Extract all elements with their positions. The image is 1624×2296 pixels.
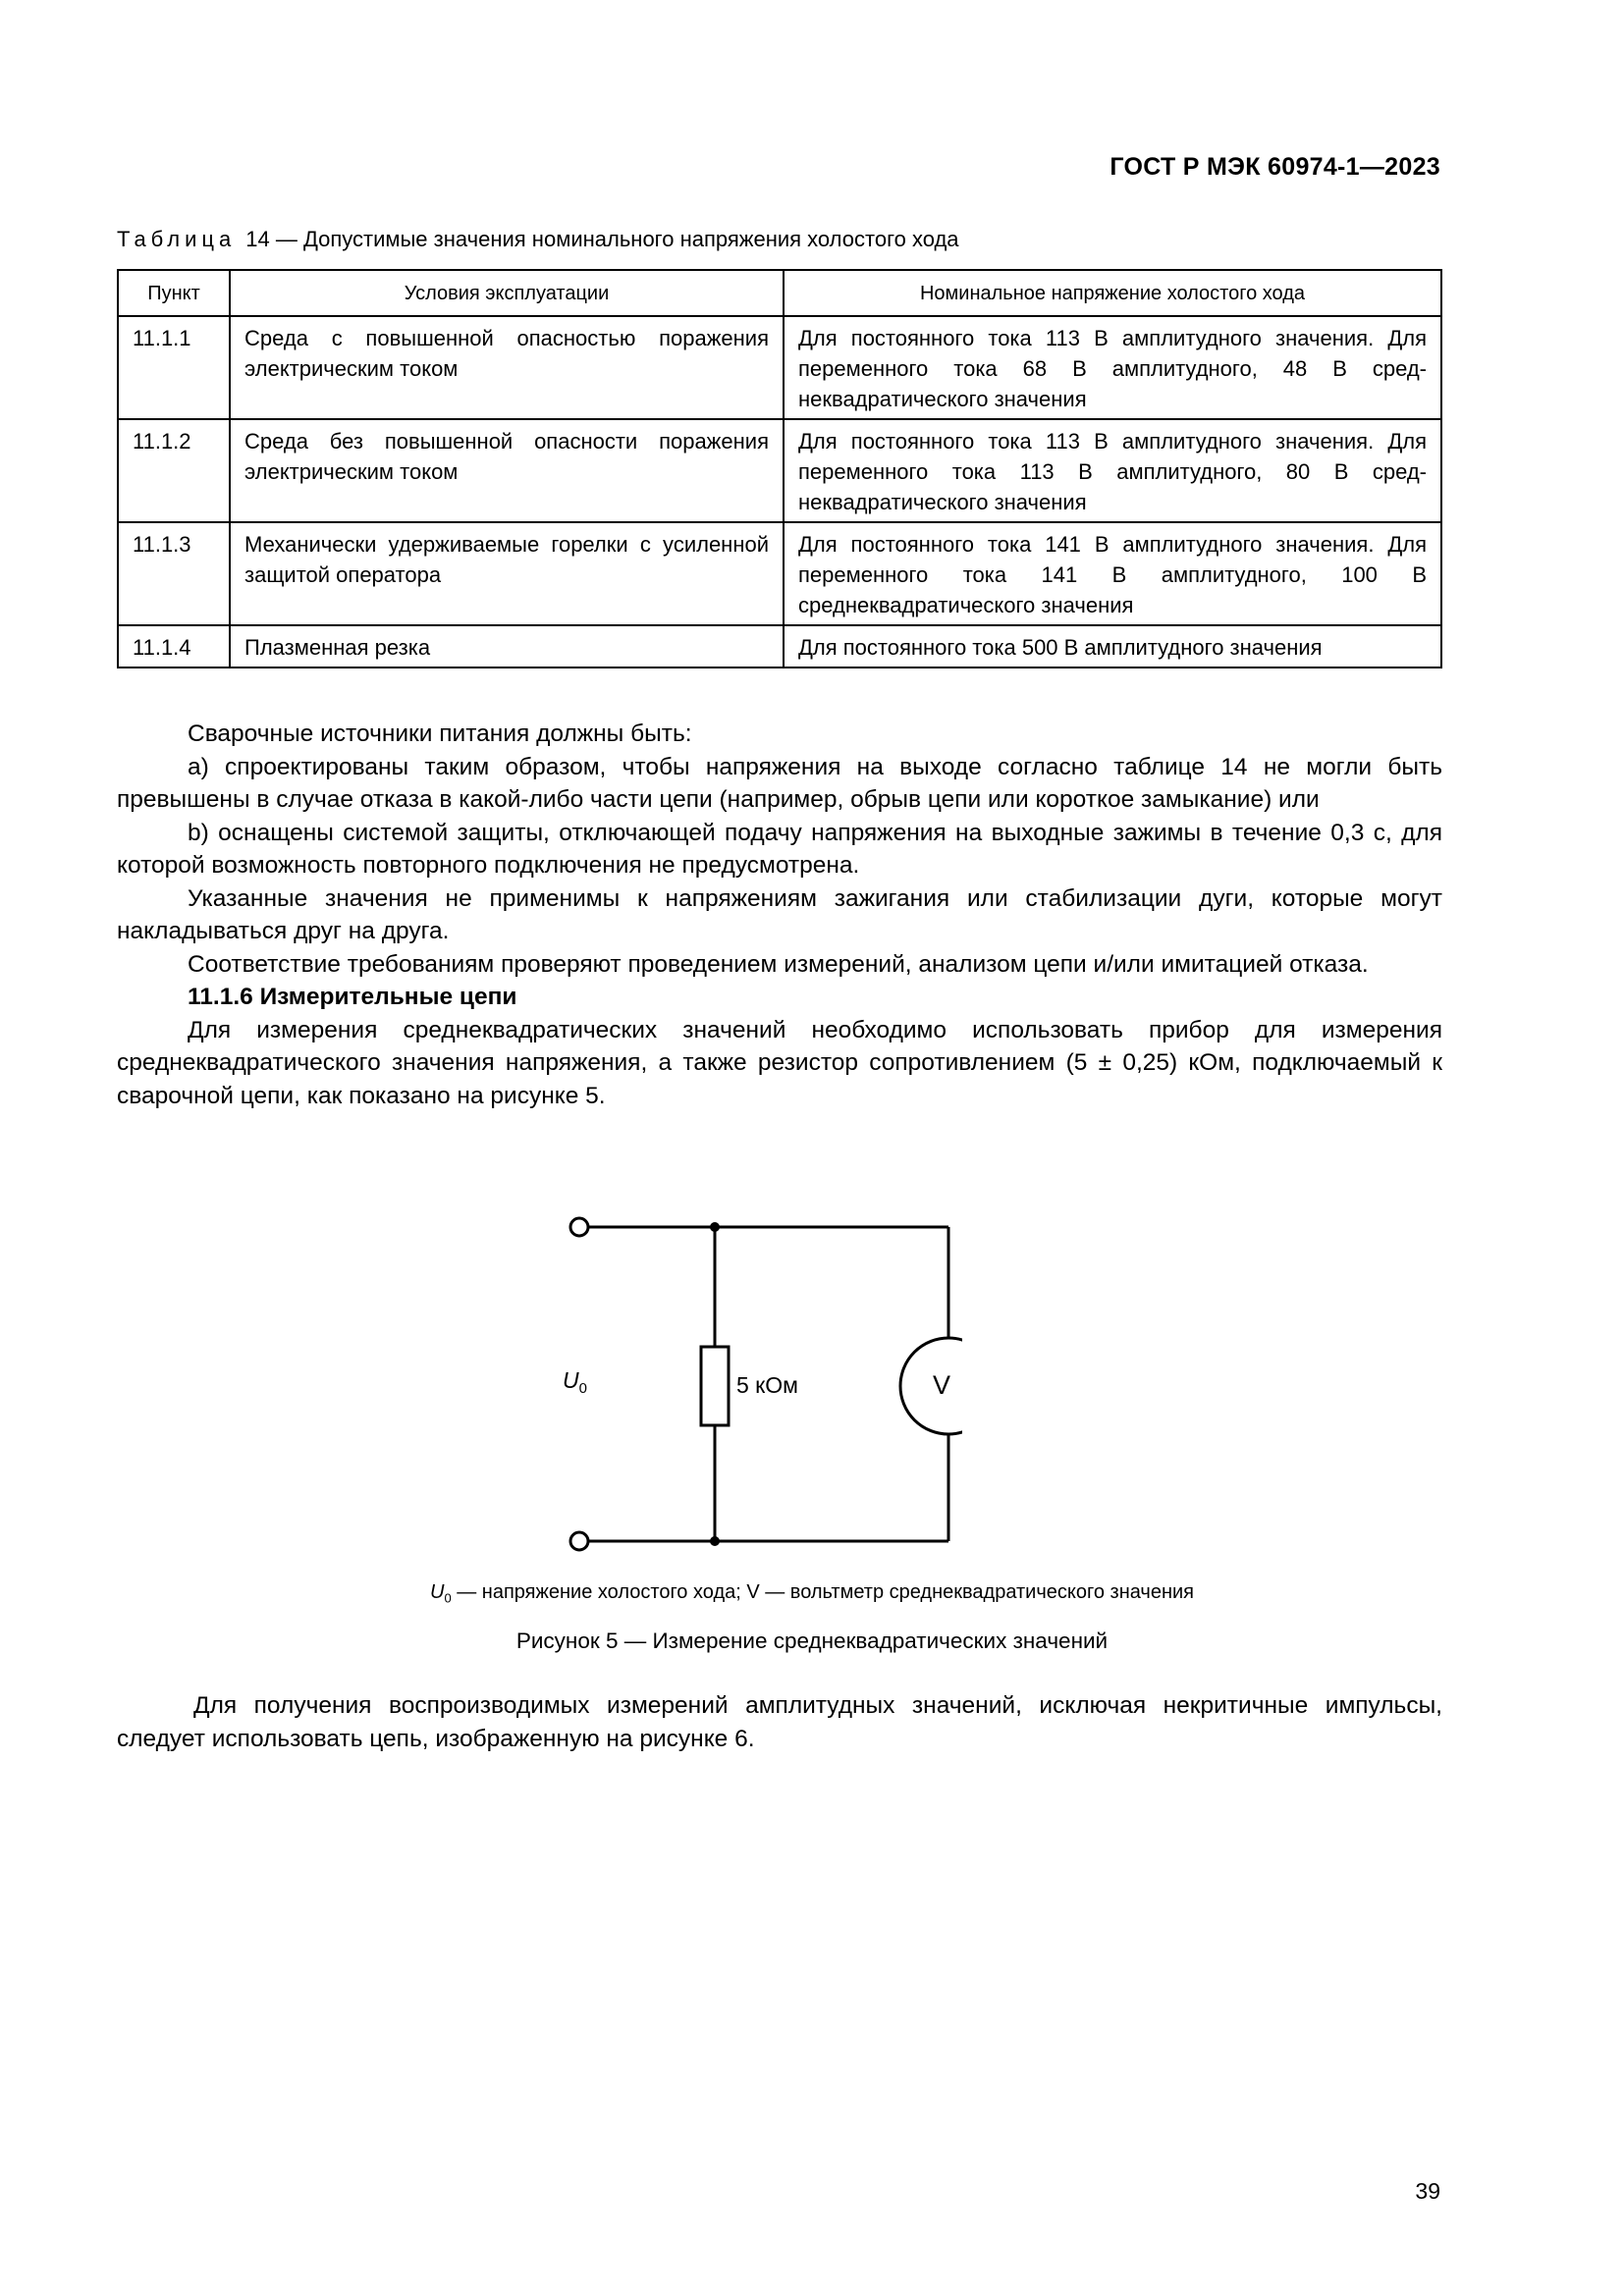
table-row: [118, 522, 1441, 625]
table-caption-text: 14 — Допустимые значения номинального напряжения холостого хода: [245, 227, 959, 251]
column-header-voltage: Номинальное напряжение холостого хода: [784, 270, 1441, 316]
column-header-conditions: Условия эксплуатации: [230, 270, 784, 316]
cell-conditions: Плазменная резка: [230, 625, 784, 667]
paragraph: Соответствие требованиям проверяют проведением измерений, анализом цепи и/или имитацией отказа.: [188, 950, 1369, 978]
paragraph: Сварочные источники питания должны быть:: [188, 721, 692, 747]
page-number: 39: [1415, 2178, 1440, 2204]
table-caption: [117, 227, 959, 252]
standard-header: ГОСТ Р МЭК 60974-1—2023: [1110, 153, 1440, 181]
table-row: [118, 625, 1441, 667]
figure-legend: $U_0$ — напряжение холостого хода; V — вольтметр среднеквадратического значения: [429, 1581, 1195, 1606]
voltmeter-symbol: [900, 1338, 962, 1434]
table-row: [118, 316, 1441, 419]
paragraph: Для получения воспроизводимых измерений амплитудных значений, исключая некритичные импульсы, следует использовать цепь, изображенную на рисунке 6.: [117, 1692, 1442, 1752]
cell-item: 11.1.4: [118, 625, 230, 667]
cell-voltage: Для постоянного тока 141 В амплитудного значения. Для переменного тока 141 В амплитудного, 100 В среднеквадратического значения: [784, 522, 1441, 625]
resistor-label: 5 кОм: [736, 1372, 798, 1398]
figure-title: Рисунок 5 — Измерение среднеквадратических значений: [515, 1629, 1109, 1653]
table-header-row: [118, 270, 1441, 316]
voltmeter-label: V: [933, 1370, 951, 1400]
paragraph: b) оснащены системой защиты, отключающей подачу напряжения на выходные зажимы в течение 0,3 с, для которой возможность повторного подключения не предусмотрена.: [117, 819, 1442, 879]
voltage-table: [117, 269, 1442, 668]
cell-voltage: Для постоянного тока 113 В амплитудного значения. Для переменного тока 68 В амплитудного, 48 В среднеквадратического значения: [784, 316, 1441, 419]
terminal-bottom: [570, 1532, 588, 1550]
cell-item: 11.1.1: [118, 316, 230, 419]
terminal-top: [570, 1218, 588, 1236]
body-text-after-figure: [117, 1689, 1442, 1755]
paragraph: a) спроектированы таким образом, чтобы напряжения на выходе согласно таблице 14 не могли быть превышены в случае отказа в какой-либо части цепи (например, обрыв цепи или короткое замыкание) или: [117, 753, 1442, 813]
cell-item: 11.1.3: [118, 522, 230, 625]
cell-item: 11.1.2: [118, 419, 230, 522]
cell-conditions: Механически удерживаемые горелки с усиленной защитой оператора: [230, 522, 784, 625]
cell-conditions: Среда с повышенной опасностью поражения электрическим током: [230, 316, 784, 419]
paragraph: Для измерения среднеквадратических значений необходимо использовать прибор для измерения среднеквадратического значения напряжения, а также резистор сопротивлением (5 ± 0,25) кОм, подключаемый к сварочной цепи, как показано на рисунке 5.: [117, 1016, 1442, 1109]
section-heading: 11.1.6 Измерительные цепи: [188, 984, 517, 1010]
body-text: [117, 718, 1442, 1112]
junction-dot-bottom: [710, 1536, 720, 1546]
resistor-symbol: [701, 1347, 729, 1425]
circuit-figure: [550, 1207, 962, 1561]
table-caption-prefix: Таблица: [117, 227, 237, 251]
cell-conditions: Среда без повышенной опасности поражения электрическим током: [230, 419, 784, 522]
cell-voltage: Для постоянного тока 500 В амплитудного значения: [784, 625, 1441, 667]
junction-dot-top: [710, 1222, 720, 1232]
u0-label: $U_0$: [563, 1367, 587, 1398]
cell-voltage: Для постоянного тока 113 В амплитудного значения. Для переменного тока 113 В амплитудного, 80 В среднеквадратического значения: [784, 419, 1441, 522]
table-row: [118, 419, 1441, 522]
column-header-item: Пункт: [118, 270, 230, 316]
paragraph: Указанные значения не применимы к напряжениям зажигания или стабилизации дуги, которые могут накладываться друг на друга.: [117, 884, 1442, 944]
